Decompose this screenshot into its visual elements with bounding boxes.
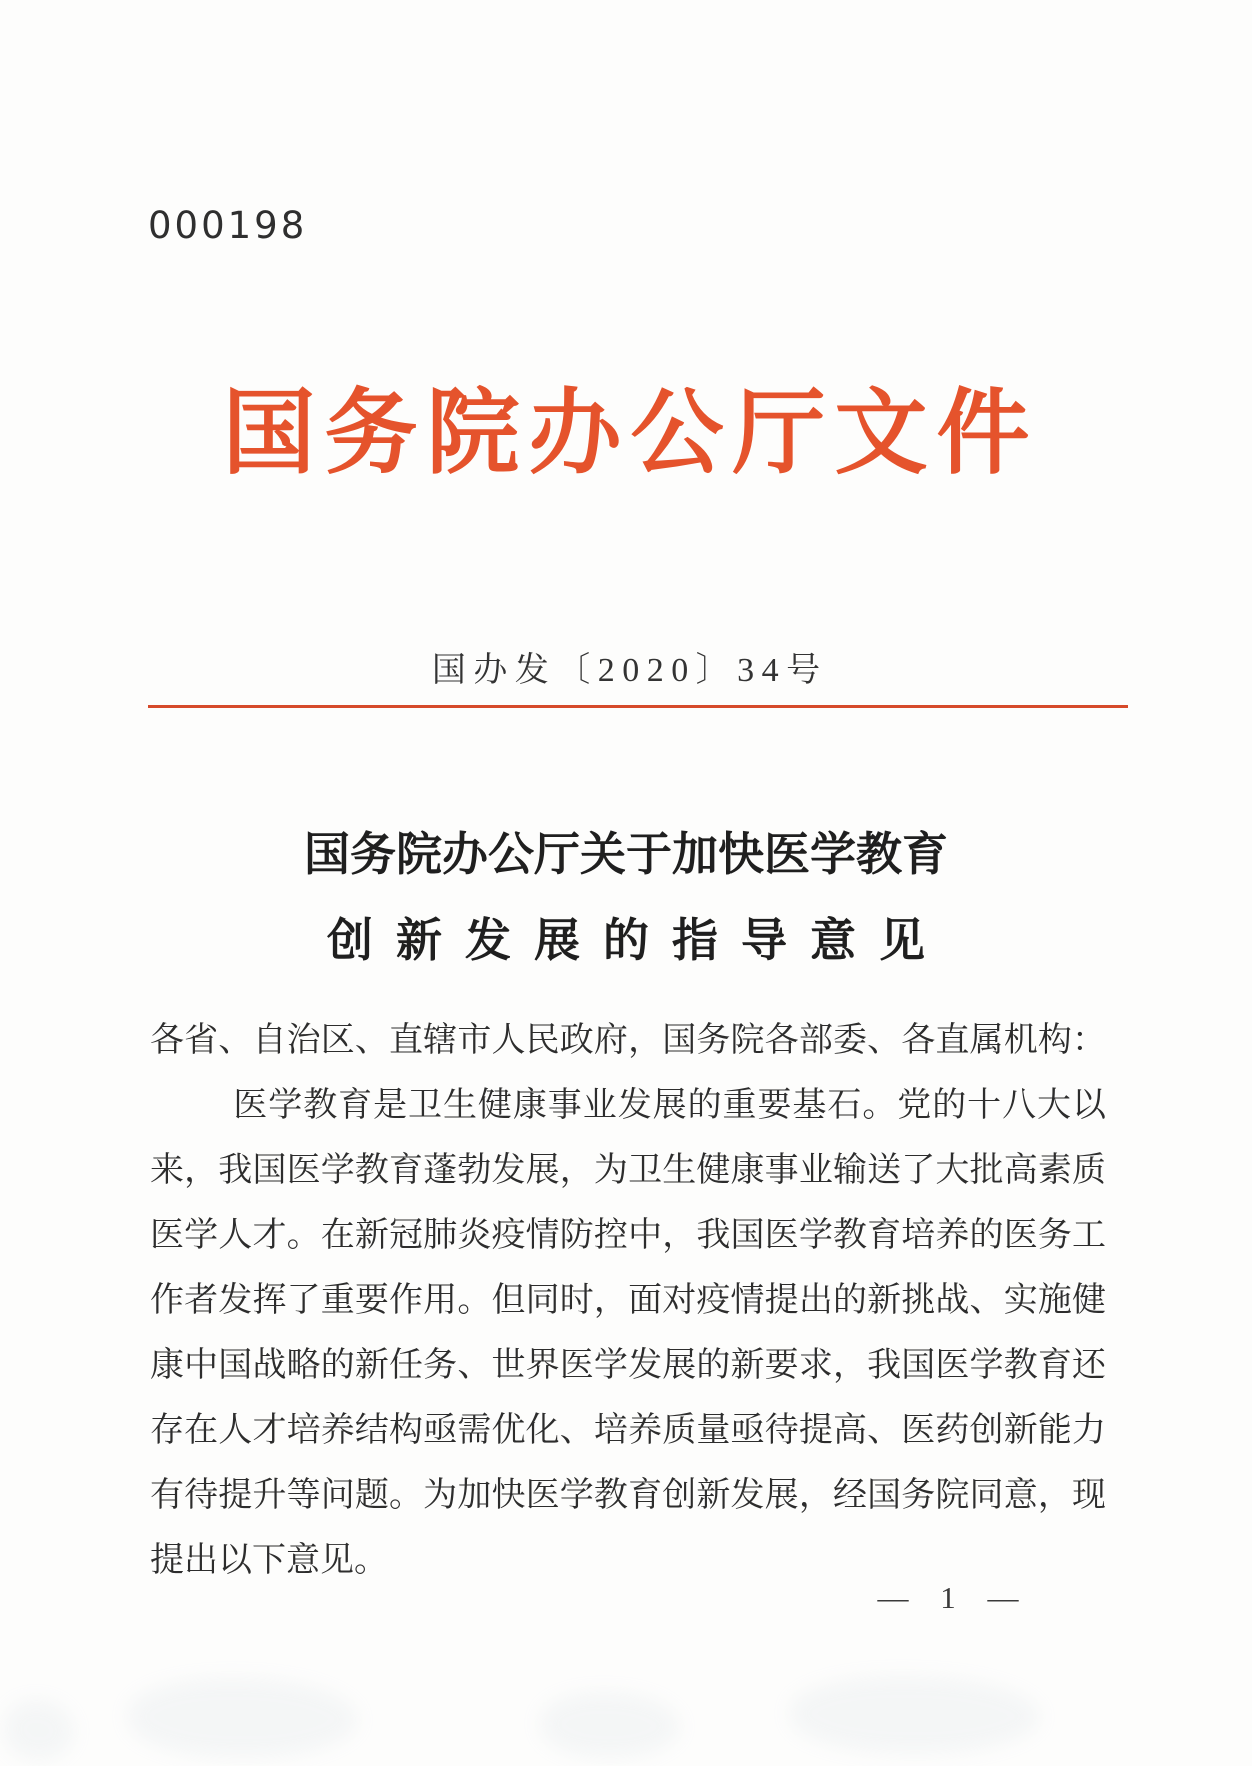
document-title-line2: 创新发展的指导意见: [327, 915, 948, 966]
letterhead-title: 国务院办公厅文件: [222, 383, 1039, 486]
body-line: 作者发挥了重要作用。但同时，面对疫情提出的新挑战、实施健: [150, 1282, 1106, 1319]
bleed-through-smudge: [128, 1678, 358, 1758]
salutation-line: 各省、自治区、直辖市人民政府，国务院各部委、各直属机构：: [150, 1022, 1106, 1059]
document-title-line1: 国务院办公厅关于加快医学教育: [304, 829, 948, 880]
bleed-through-smudge: [790, 1676, 1040, 1754]
page-number: — 1 —: [877, 1580, 1023, 1615]
document-body: [150, 1008, 1106, 1593]
body-line: 有待提升等问题。为加快医学教育创新发展，经国务院同意，现: [150, 1477, 1106, 1514]
bleed-through-smudge: [4, 1700, 74, 1760]
body-line: 存在人才培养结构亟需优化、培养质量亟待提高、医药创新能力: [150, 1412, 1106, 1449]
document-reference-number: 国办发〔2020〕34号: [431, 652, 828, 689]
body-line: 医学教育是卫生健康事业发展的重要基石。党的十八大以: [233, 1087, 1106, 1124]
body-line: 来，我国医学教育蓬勃发展，为卫生健康事业输送了大批高素质: [150, 1152, 1106, 1189]
serial-number-stamp: 000198: [148, 204, 308, 247]
body-line: 医学人才。在新冠肺炎疫情防控中，我国医学教育培养的医务工: [150, 1217, 1106, 1254]
body-line: 提出以下意见。: [150, 1542, 388, 1579]
letterhead-divider-rule: [148, 705, 1128, 708]
body-line: 康中国战略的新任务、世界医学发展的新要求，我国医学教育还: [150, 1347, 1106, 1384]
bleed-through-smudge: [540, 1692, 680, 1758]
